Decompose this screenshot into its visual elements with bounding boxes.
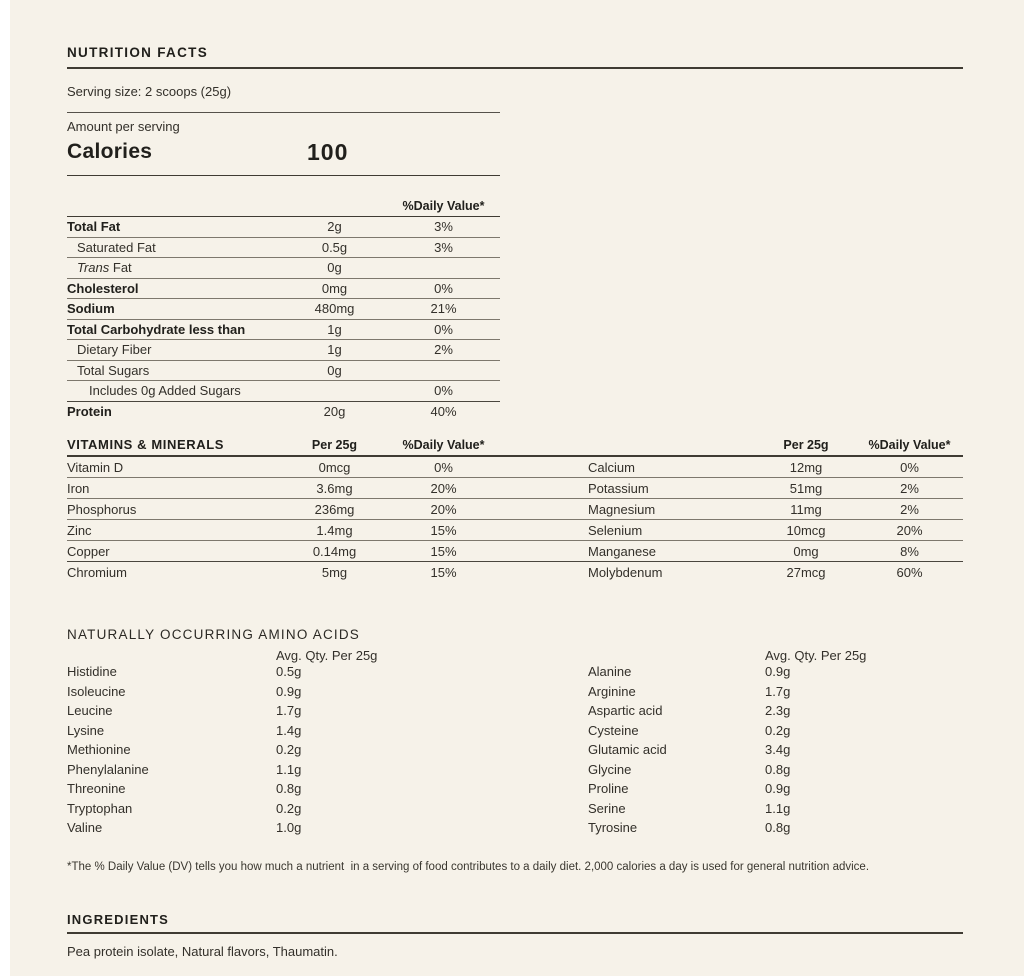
mineral-dv: 2% — [900, 480, 919, 496]
nutrient-label: Cholesterol — [67, 280, 139, 296]
amino-qty: 0.9g — [276, 683, 302, 699]
mineral-dv: 0% — [434, 459, 453, 475]
nutrient-amount: 0g — [327, 260, 342, 276]
calories-label: Calories — [67, 140, 153, 163]
amino-acid-row — [67, 779, 963, 799]
nutrient-amount: 1g — [327, 321, 342, 337]
mineral-dv: 20% — [896, 522, 923, 538]
per-25g-header-right: Per 25g — [783, 438, 829, 452]
amino-qty: 0.5g — [276, 664, 302, 680]
mineral-amount: 12mg — [789, 459, 823, 475]
nutrient-label: Saturated Fat — [77, 239, 156, 255]
mineral-name: Chromium — [67, 565, 127, 580]
nutrient-amount: 0.5g — [321, 239, 348, 255]
amino-qty: 1.1g — [276, 761, 302, 777]
daily-value-header-left: %Daily Value* — [402, 438, 485, 452]
amino-qty: 0.2g — [276, 800, 302, 816]
mineral-name: Manganese — [588, 543, 656, 559]
mineral-amount: 236mg — [314, 501, 355, 517]
nutrition-table-header — [67, 192, 500, 217]
mineral-dv: 15% — [430, 543, 457, 559]
mineral-amount: 1.4mg — [316, 522, 353, 538]
vitamin-row — [67, 499, 963, 520]
amino-acid-row — [67, 701, 963, 721]
amino-name: Proline — [588, 781, 629, 797]
nutrient-amount: 2g — [327, 219, 342, 235]
amino-name: Threonine — [67, 781, 126, 797]
amino-qty: 1.4g — [276, 722, 302, 738]
mineral-name: Iron — [67, 480, 90, 496]
nutrient-dv: 40% — [430, 404, 457, 420]
amino-name: Glutamic acid — [588, 742, 667, 758]
amino-name: Cysteine — [588, 722, 639, 738]
amino-qty: 0.8g — [276, 781, 302, 797]
nutrient-amount: 0mg — [321, 280, 348, 296]
mineral-amount: 0mcg — [318, 459, 351, 475]
amino-qty: 0.2g — [765, 722, 791, 738]
amino-name: Tryptophan — [67, 800, 133, 816]
nutrient-dv: 2% — [434, 342, 453, 358]
amino-name: Alanine — [588, 664, 632, 680]
mineral-dv: 20% — [430, 501, 457, 517]
ingredients-list: Pea protein isolate, Natural flavors, Thaumatin. — [67, 943, 338, 959]
amino-acids-section-title: NATURALLY OCCURRING AMINO ACIDS — [67, 627, 360, 642]
mineral-dv: 0% — [900, 459, 919, 475]
mineral-name: Zinc — [67, 522, 92, 538]
nutrient-dv: 21% — [430, 301, 457, 317]
mineral-name: Vitamin D — [67, 459, 124, 475]
mineral-amount: 0.14mg — [312, 543, 357, 559]
page-title: NUTRITION FACTS — [67, 45, 963, 69]
table-row-protein — [67, 402, 500, 423]
mineral-name: Selenium — [588, 522, 643, 538]
table-row-dietary-fiber — [67, 340, 500, 361]
amino-qty: 0.8g — [765, 820, 791, 836]
mineral-dv: 60% — [896, 565, 923, 580]
table-row-sodium — [67, 299, 500, 320]
nutrient-label — [67, 260, 282, 275]
mineral-dv: 15% — [430, 565, 457, 580]
table-row-added-sugars — [67, 381, 500, 402]
table-row-total-sugars — [67, 361, 500, 382]
mineral-name: Potassium — [588, 480, 649, 496]
amino-qty: 3.4g — [765, 742, 791, 758]
table-row-total-fat — [67, 217, 500, 238]
nutrient-label: Sodium — [67, 301, 115, 317]
mineral-amount: 10mcg — [786, 522, 826, 538]
amino-name: Lysine — [67, 722, 105, 738]
mineral-amount: 11mg — [790, 501, 822, 517]
amino-acids-section — [67, 628, 963, 838]
amino-qty: 0.9g — [765, 664, 791, 680]
amino-name: Leucine — [67, 703, 113, 719]
amino-qty: 2.3g — [765, 703, 791, 719]
amino-qty: 1.7g — [765, 683, 791, 699]
nutrient-label: Total Sugars — [77, 362, 150, 378]
vitamin-row — [67, 520, 963, 541]
mineral-amount: 27mcg — [786, 565, 826, 580]
mineral-dv: 15% — [430, 522, 457, 538]
vitamin-row — [67, 457, 963, 478]
amino-name: Glycine — [588, 761, 632, 777]
avg-qty-header-right: Avg. Qty. Per 25g — [765, 648, 867, 663]
mineral-amount: 5mg — [321, 565, 348, 580]
nutrient-label: Total Carbohydrate less than — [67, 321, 246, 337]
amino-qty: 1.1g — [765, 800, 791, 816]
mineral-name: Phosphorus — [67, 501, 137, 517]
page-left-edge — [0, 0, 10, 976]
amino-name: Tyrosine — [588, 820, 638, 836]
nutrient-dv: 0% — [434, 280, 453, 296]
amino-name: Isoleucine — [67, 683, 126, 699]
table-row-saturated-fat — [67, 238, 500, 259]
daily-value-footnote: *The % Daily Value (DV) tells you how much a nutrient in a serving of food contributes to a daily diet. 2,000 calories a day is used for general nutrition advice. — [67, 860, 870, 873]
vitamins-section-title: VITAMINS & MINERALS — [67, 437, 225, 452]
amino-name: Aspartic acid — [588, 703, 663, 719]
mineral-name: Copper — [67, 543, 110, 559]
table-row-total-carbohydrate — [67, 320, 500, 341]
trans-rest: Fat — [109, 260, 132, 276]
amino-acid-row — [67, 799, 963, 819]
per-25g-header-left: Per 25g — [311, 438, 358, 452]
amount-per-serving-label: Amount per serving — [67, 119, 180, 134]
mineral-name: Calcium — [588, 459, 635, 475]
nutrient-label: Includes 0g Added Sugars — [89, 383, 241, 399]
mineral-dv: 2% — [900, 501, 919, 517]
amino-acid-row — [67, 818, 963, 838]
mineral-dv: 20% — [430, 480, 457, 496]
vitamins-minerals-table — [67, 432, 963, 583]
vitamin-row — [67, 562, 963, 583]
amino-qty: 0.9g — [765, 781, 791, 797]
nutrient-dv: 3% — [434, 239, 453, 255]
vitamins-table-header — [67, 432, 963, 457]
vitamin-row — [67, 541, 963, 562]
amino-name: Methionine — [67, 742, 131, 758]
calories-value: 100 — [307, 139, 349, 165]
amino-qty: 0.2g — [276, 742, 302, 758]
amino-acid-row — [67, 740, 963, 760]
daily-value-header-right: %Daily Value* — [868, 438, 951, 452]
vitamin-row — [67, 478, 963, 499]
nutrient-amount: 0g — [327, 362, 342, 378]
amino-acid-row — [67, 682, 963, 702]
calories-row — [67, 138, 500, 176]
daily-value-header: %Daily Value* — [402, 199, 485, 213]
nutrition-table — [67, 192, 500, 422]
serving-size: Serving size: 2 scoops (25g) — [67, 84, 500, 113]
mineral-name: Magnesium — [588, 501, 656, 517]
mineral-amount: 0mg — [793, 543, 819, 559]
table-row-trans-fat — [67, 258, 500, 279]
mineral-name: Molybdenum — [588, 565, 663, 580]
nutrient-label: Total Fat — [67, 219, 121, 235]
amino-acid-row — [67, 760, 963, 780]
mineral-amount: 51mg — [789, 480, 823, 496]
nutrient-amount: 20g — [323, 404, 346, 420]
mineral-amount: 3.6mg — [316, 480, 353, 496]
amino-name: Serine — [588, 800, 626, 816]
amino-qty: 1.7g — [276, 703, 302, 719]
amino-acids-header — [67, 648, 963, 662]
nutrient-dv: 0% — [434, 383, 453, 399]
nutrient-amount: 1g — [327, 342, 342, 358]
mineral-dv: 8% — [900, 543, 919, 559]
ingredients-title: INGREDIENTS — [67, 912, 963, 934]
trans-italic: Trans — [77, 260, 110, 276]
amino-acid-row — [67, 721, 963, 741]
table-row-cholesterol — [67, 279, 500, 300]
amino-name: Phenylalanine — [67, 761, 149, 777]
nutrient-amount: 480mg — [314, 301, 355, 317]
amino-acid-row — [67, 662, 963, 682]
avg-qty-header-left: Avg. Qty. Per 25g — [276, 648, 378, 663]
amino-qty: 0.8g — [765, 761, 791, 777]
nutrition-label — [67, 0, 963, 959]
nutrient-label: Dietary Fiber — [77, 342, 152, 358]
nutrient-label: Protein — [67, 404, 112, 420]
amino-name: Valine — [67, 820, 103, 836]
nutrient-dv: 3% — [434, 219, 453, 235]
amino-qty: 1.0g — [276, 820, 302, 836]
nutrient-dv: 0% — [434, 321, 453, 337]
amino-name: Arginine — [588, 683, 636, 699]
amino-name: Histidine — [67, 664, 117, 680]
